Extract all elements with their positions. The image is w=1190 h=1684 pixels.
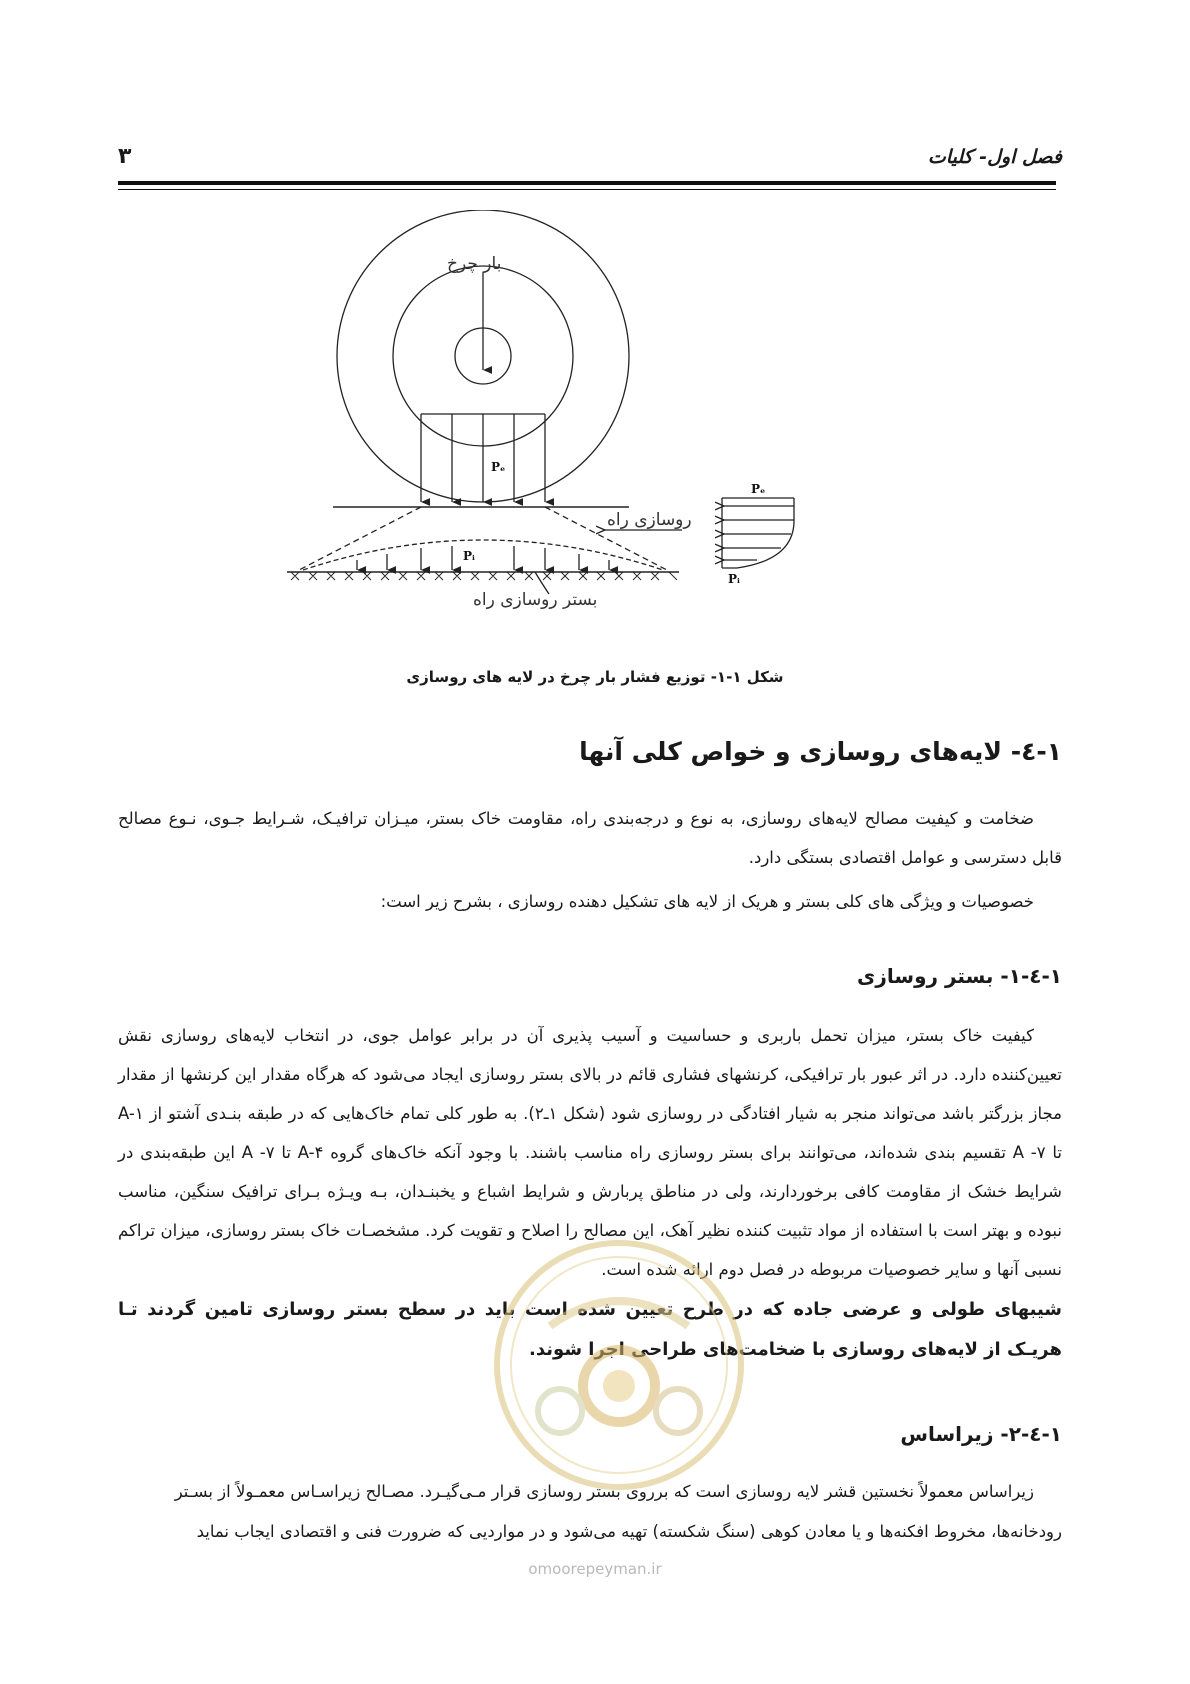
figure-caption: شکل ۱-۱- توزیع فشار بار چرخ در لایه های روسازی [406,668,784,686]
subgrade-label: بستر روسازی راه [473,590,598,610]
section-heading-1-4-1: ۱-٤-۱- بستر روسازی [857,964,1062,988]
section-1-4-paragraph-2: خصوصیات و ویژگی های کلی بستر و هریک از لایه های تشکیل دهنده روسازی ، بشرح زیر است: [380,892,1034,911]
page-number: ۳ [118,144,132,169]
section-1-4-1-paragraph-text: کیفیت خاک بستر، میزان تحمل باربری و حساسیت و آسیب پذیری آن در برابر عوامل جوی، در انتخاب لایه‌های روسازی نقش تعیین‌کننده دارد. در اثر عبور بار ترافیکی، کرنشهای فشاری قائم در بالای بستر روسازی ایجاد می‌شود که هرگاه مقدار این کرنشها از مقدار مجاز بزرگتر باشد می‌تواند منجر به شیار افتادگی در روسازی شود (شکل ۱ـ۲). به طور کلی تمام خاک‌هایی که در طبقه بنـدی آشتو از A-۱ تا A -۷ تقسیم بندی شده‌اند، می‌توانند برای بستر روسازی راه مناسب باشند. با وجود آنکه خاک‌های گروه A-۴ تا A -۷ این طبقه‌بندی در شرایط خشک از مقاومت کافی برخوردارند، ولی در مناطق پربارش و شرایط اشباع و یخبنـدان، بـه ویـژه بـرای ترافیک سنگین، مناسب نبوده و بهتر است با استفاده از مواد تثبیت کننده نظیر آهک، این مصالح را اصلاح و تقویت کرد. مشخصـات خاک بستر روسازی، میزان تراکم نسبی آنها و سایر خصوصیات مربوطه در فصل دوم ارائه شده است. [118,1026,1062,1279]
wheel-load-figure [287,210,877,665]
chapter-title: فصل اول- کلیات [927,146,1062,168]
section-1-4-1-bold-note: شیبهای طولی و عرضی جاده که در طرح تعیین شده است باید در سطح بستر روسازی تامین گردند تـا هریـک از لایه‌های روسازی با ضخامت‌های طراحی اجرا شوند. [118,1299,1062,1360]
section-1-4-paragraph-1 [118,799,1062,877]
section-heading-1-4-2: ۱-٤-۲- زیراساس [900,1422,1062,1446]
contact-pressure-symbol: Pₑ [491,460,506,474]
wheel-load-label: بار چرخ [447,254,502,274]
pavement-label: روسازی راه [607,510,692,530]
section-1-4-2-line-1: زیراساس معمولاً نخستین قشر لایه روسازی است که برروی بستر روسازی قرار مـی‌گیـرد. مصـالح زیراسـاس معمـولاً از بسـتر [174,1482,1034,1501]
header-rule-thin [118,189,1056,190]
section-1-4-paragraph-1-text: ضخامت و کیفیت مصالح لایه‌های روسازی، به نوع و درجه‌بندی راه، مقاومت خاک بستر، میـزان ترافیـک، شـرایط جـوی، نـوع مصالح قابل دسترسی و عوامل اقتصادی بستگی دارد. [118,809,1062,867]
header-rule-thick [118,181,1056,185]
watermark-logo [490,1236,748,1494]
subgrade-pressure-symbol: Pᵢ [463,549,475,563]
side-top-pressure-symbol: Pₑ [751,482,766,496]
side-bottom-pressure-symbol: Pᵢ [728,572,740,586]
watermark-url: omoorepeyman.ir [528,1560,662,1578]
section-heading-1-4: ۱-٤- لایه‌های روسازی و خواص کلی آنها [579,737,1062,766]
section-1-4-2-line-2: رودخانه‌ها، مخروط افکنه‌ها و یا معادن کوهی (سنگ شکسته) تهیه می‌شود و در مواردیی که ضرورت فنی و اقتصادی ایجاب نماید [196,1522,1062,1541]
